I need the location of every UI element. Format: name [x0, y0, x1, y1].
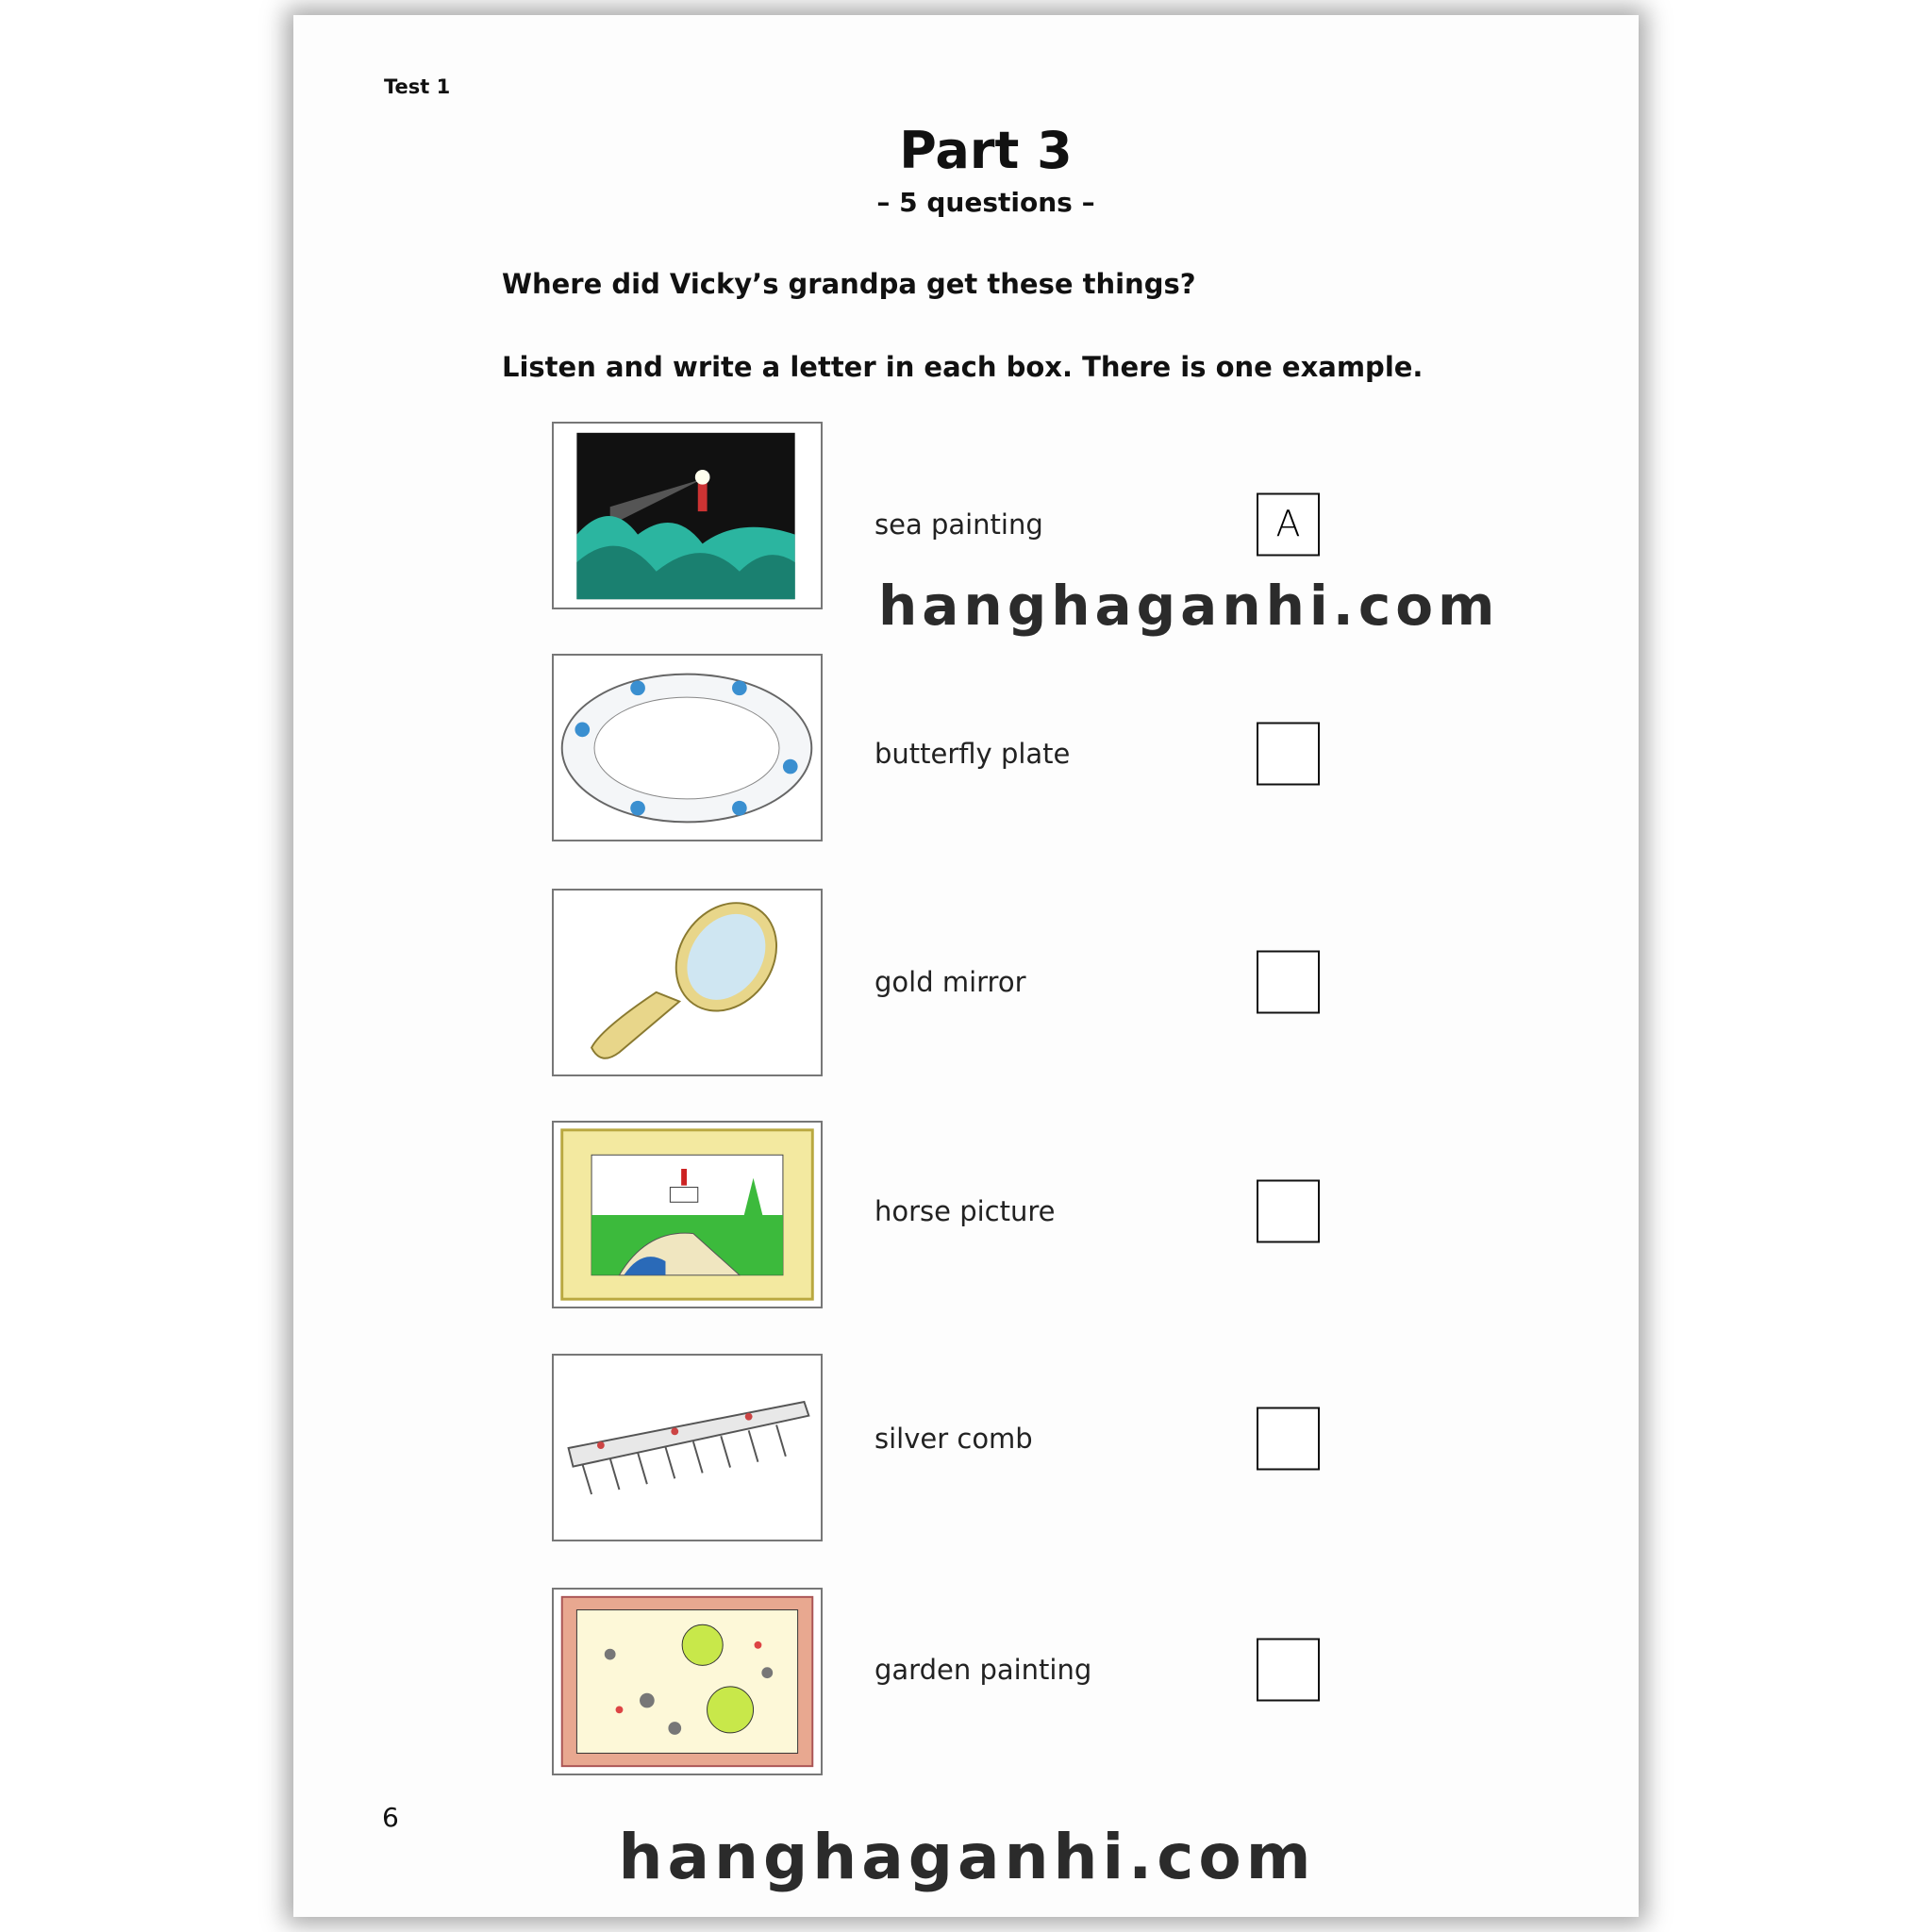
horse-picture-picture — [552, 1121, 823, 1308]
answer-box[interactable] — [1257, 723, 1320, 786]
instruction-text: Listen and write a letter in each box. There is one example. — [502, 351, 1424, 383]
watermark-footer: hanghaganhi.com — [618, 1821, 1316, 1893]
sea-painting-picture — [552, 422, 823, 609]
item-label: garden painting — [874, 1654, 1092, 1686]
gold-mirror-picture — [552, 889, 823, 1076]
silver-comb-picture — [552, 1354, 823, 1541]
garden-painting-picture — [552, 1588, 823, 1775]
butterfly-plate-picture — [552, 654, 823, 841]
watermark: hanghaganhi.com — [878, 574, 1500, 638]
test-label: Test 1 — [384, 75, 451, 98]
answer-box[interactable]: A — [1257, 493, 1320, 557]
answer-box[interactable] — [1257, 1180, 1320, 1243]
answer-box[interactable] — [1257, 1639, 1320, 1702]
item-label: sea painting — [874, 508, 1043, 541]
item-label: horse picture — [874, 1195, 1056, 1227]
item-label: silver comb — [874, 1423, 1033, 1455]
question-text: Where did Vicky’s grandpa get these things? — [502, 268, 1196, 300]
item-label: butterfly plate — [874, 738, 1071, 770]
answer-box[interactable] — [1257, 1407, 1320, 1471]
page-title: Part 3 — [899, 121, 1073, 180]
item-label: gold mirror — [874, 966, 1026, 998]
page-subtitle: – 5 questions – — [876, 187, 1095, 218]
answer-box[interactable] — [1257, 951, 1320, 1014]
page-number: 6 — [382, 1802, 399, 1833]
